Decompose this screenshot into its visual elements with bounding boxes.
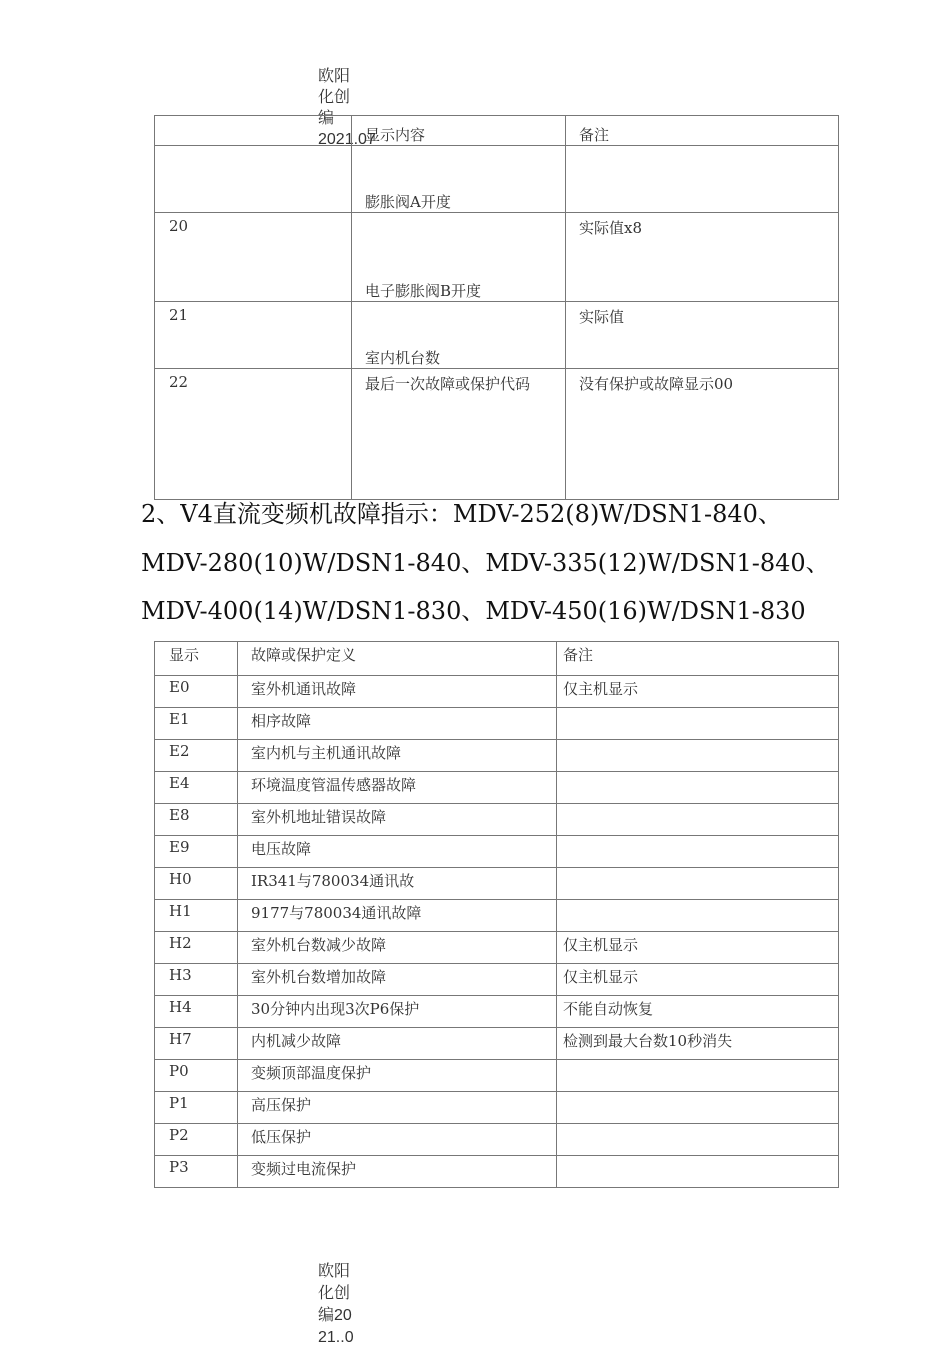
fault-definition-cell: 30分钟内出现3次P6保护 (238, 996, 557, 1028)
fault-code-cell: P1 (155, 1092, 238, 1124)
header-cell-content: 显示内容 (352, 116, 566, 146)
fault-code-cell: E8 (155, 804, 238, 836)
header-watermark-note: 欧阳化创编2021.07 (318, 68, 376, 148)
row-note-cell (566, 146, 839, 213)
fault-definition-cell: 变频顶部温度保护 (238, 1060, 557, 1092)
table-row (155, 708, 839, 740)
fault-note-cell (557, 804, 839, 836)
section-heading-line-3: MDV-400(14)W/DSN1-830、MDV-450(16)W/DSN1-830 (141, 597, 806, 625)
fault-note-cell (557, 1156, 839, 1188)
header-cell-definition: 故障或保护定义 (238, 642, 557, 676)
row-number-cell: 22 (155, 369, 352, 500)
fault-code-cell: H0 (155, 868, 238, 900)
fault-note-cell (557, 900, 839, 932)
table-row (155, 1060, 839, 1092)
fault-note-cell: 仅主机显示 (557, 932, 839, 964)
header-cell-display: 显示 (155, 642, 238, 676)
fault-definition-cell: 室内机与主机通讯故障 (238, 740, 557, 772)
fault-definition-cell: 低压保护 (238, 1124, 557, 1156)
footer-note-line: 欧阳 (318, 1263, 351, 1280)
fault-note-cell (557, 868, 839, 900)
fault-definition-cell: 电压故障 (238, 836, 557, 868)
fault-definition-cell: 室外机地址错误故障 (238, 804, 557, 836)
table-row (155, 996, 839, 1028)
row-content-cell (352, 302, 566, 369)
header-cell-note: 备注 (566, 116, 839, 146)
table-row (155, 676, 839, 708)
fault-code-cell: H3 (155, 964, 238, 996)
row-content-cell (352, 146, 566, 213)
fault-code-table (154, 641, 839, 1188)
fault-note-cell (557, 1060, 839, 1092)
table-row (155, 302, 839, 369)
fault-note-cell (557, 708, 839, 740)
fault-code-cell: E2 (155, 740, 238, 772)
header-cell-note: 备注 (557, 642, 839, 676)
fault-code-cell: H2 (155, 932, 238, 964)
table-row (155, 146, 839, 213)
table-row (155, 868, 839, 900)
fault-definition-cell: 室外机台数减少故障 (238, 932, 557, 964)
fault-definition-cell: IR341与780034通讯故 (238, 868, 557, 900)
fault-note-cell (557, 1092, 839, 1124)
fault-code-cell: H7 (155, 1028, 238, 1060)
fault-definition-cell: 高压保护 (238, 1092, 557, 1124)
fault-note-cell (557, 836, 839, 868)
row-content-text: 电子膨胀阀B开度 (365, 282, 482, 300)
footer-watermark-note (318, 1261, 362, 1349)
fault-note-cell: 不能自动恢复 (557, 996, 839, 1028)
fault-definition-cell: 内机减少故障 (238, 1028, 557, 1060)
footer-note-line: 21..0 (318, 1329, 354, 1346)
row-content-text: 室内机台数 (365, 349, 441, 367)
fault-definition-cell: 相序故障 (238, 708, 557, 740)
table-row (155, 804, 839, 836)
fault-code-cell: E4 (155, 772, 238, 804)
table-row (155, 740, 839, 772)
fault-code-cell: P0 (155, 1060, 238, 1092)
table-row (155, 836, 839, 868)
fault-definition-cell: 室外机台数增加故障 (238, 964, 557, 996)
fault-code-cell: P3 (155, 1156, 238, 1188)
table-row (155, 964, 839, 996)
table-header-row (155, 642, 839, 676)
table-row (155, 1124, 839, 1156)
table-header-row (155, 116, 839, 146)
section-heading-line-1: 2、V4直流变频机故障指示：MDV-252(8)W/DSN1-840、 (141, 500, 782, 528)
row-note-cell: 实际值x8 (566, 213, 839, 302)
section-heading-line-2: MDV-280(10)W/DSN1-840、MDV-335(12)W/DSN1-840、 (141, 549, 830, 577)
footer-note-line: 化创 (318, 1285, 351, 1302)
table-row (155, 1092, 839, 1124)
table-row (155, 1156, 839, 1188)
fault-note-cell (557, 740, 839, 772)
row-number-cell (155, 146, 352, 213)
fault-definition-cell: 室外机通讯故障 (238, 676, 557, 708)
row-content-cell (352, 213, 566, 302)
row-note-cell: 没有保护或故障显示00 (566, 369, 839, 500)
row-number-cell: 20 (155, 213, 352, 302)
row-content-cell: 最后一次故障或保护代码 (352, 369, 566, 500)
footer-note-line: 编20 (318, 1307, 352, 1324)
table-row (155, 369, 839, 500)
table-row (155, 932, 839, 964)
fault-definition-cell: 9177与780034通讯故障 (238, 900, 557, 932)
table-row (155, 1028, 839, 1060)
fault-code-cell: E0 (155, 676, 238, 708)
header-cell-number (155, 116, 352, 146)
row-content-text: 膨胀阀A开度 (365, 193, 451, 211)
fault-code-cell: H1 (155, 900, 238, 932)
fault-note-cell (557, 772, 839, 804)
fault-note-cell: 仅主机显示 (557, 676, 839, 708)
fault-note-cell (557, 1124, 839, 1156)
fault-definition-cell: 环境温度管温传感器故障 (238, 772, 557, 804)
fault-note-cell: 检测到最大台数10秒消失 (557, 1028, 839, 1060)
row-note-cell: 实际值 (566, 302, 839, 369)
table-row (155, 772, 839, 804)
fault-code-cell: E1 (155, 708, 238, 740)
fault-note-cell: 仅主机显示 (557, 964, 839, 996)
table-row (155, 213, 839, 302)
row-number-cell: 21 (155, 302, 352, 369)
fault-code-cell: P2 (155, 1124, 238, 1156)
fault-code-cell: E9 (155, 836, 238, 868)
parameter-display-table (154, 115, 839, 500)
fault-code-cell: H4 (155, 996, 238, 1028)
table-row (155, 900, 839, 932)
fault-definition-cell: 变频过电流保护 (238, 1156, 557, 1188)
